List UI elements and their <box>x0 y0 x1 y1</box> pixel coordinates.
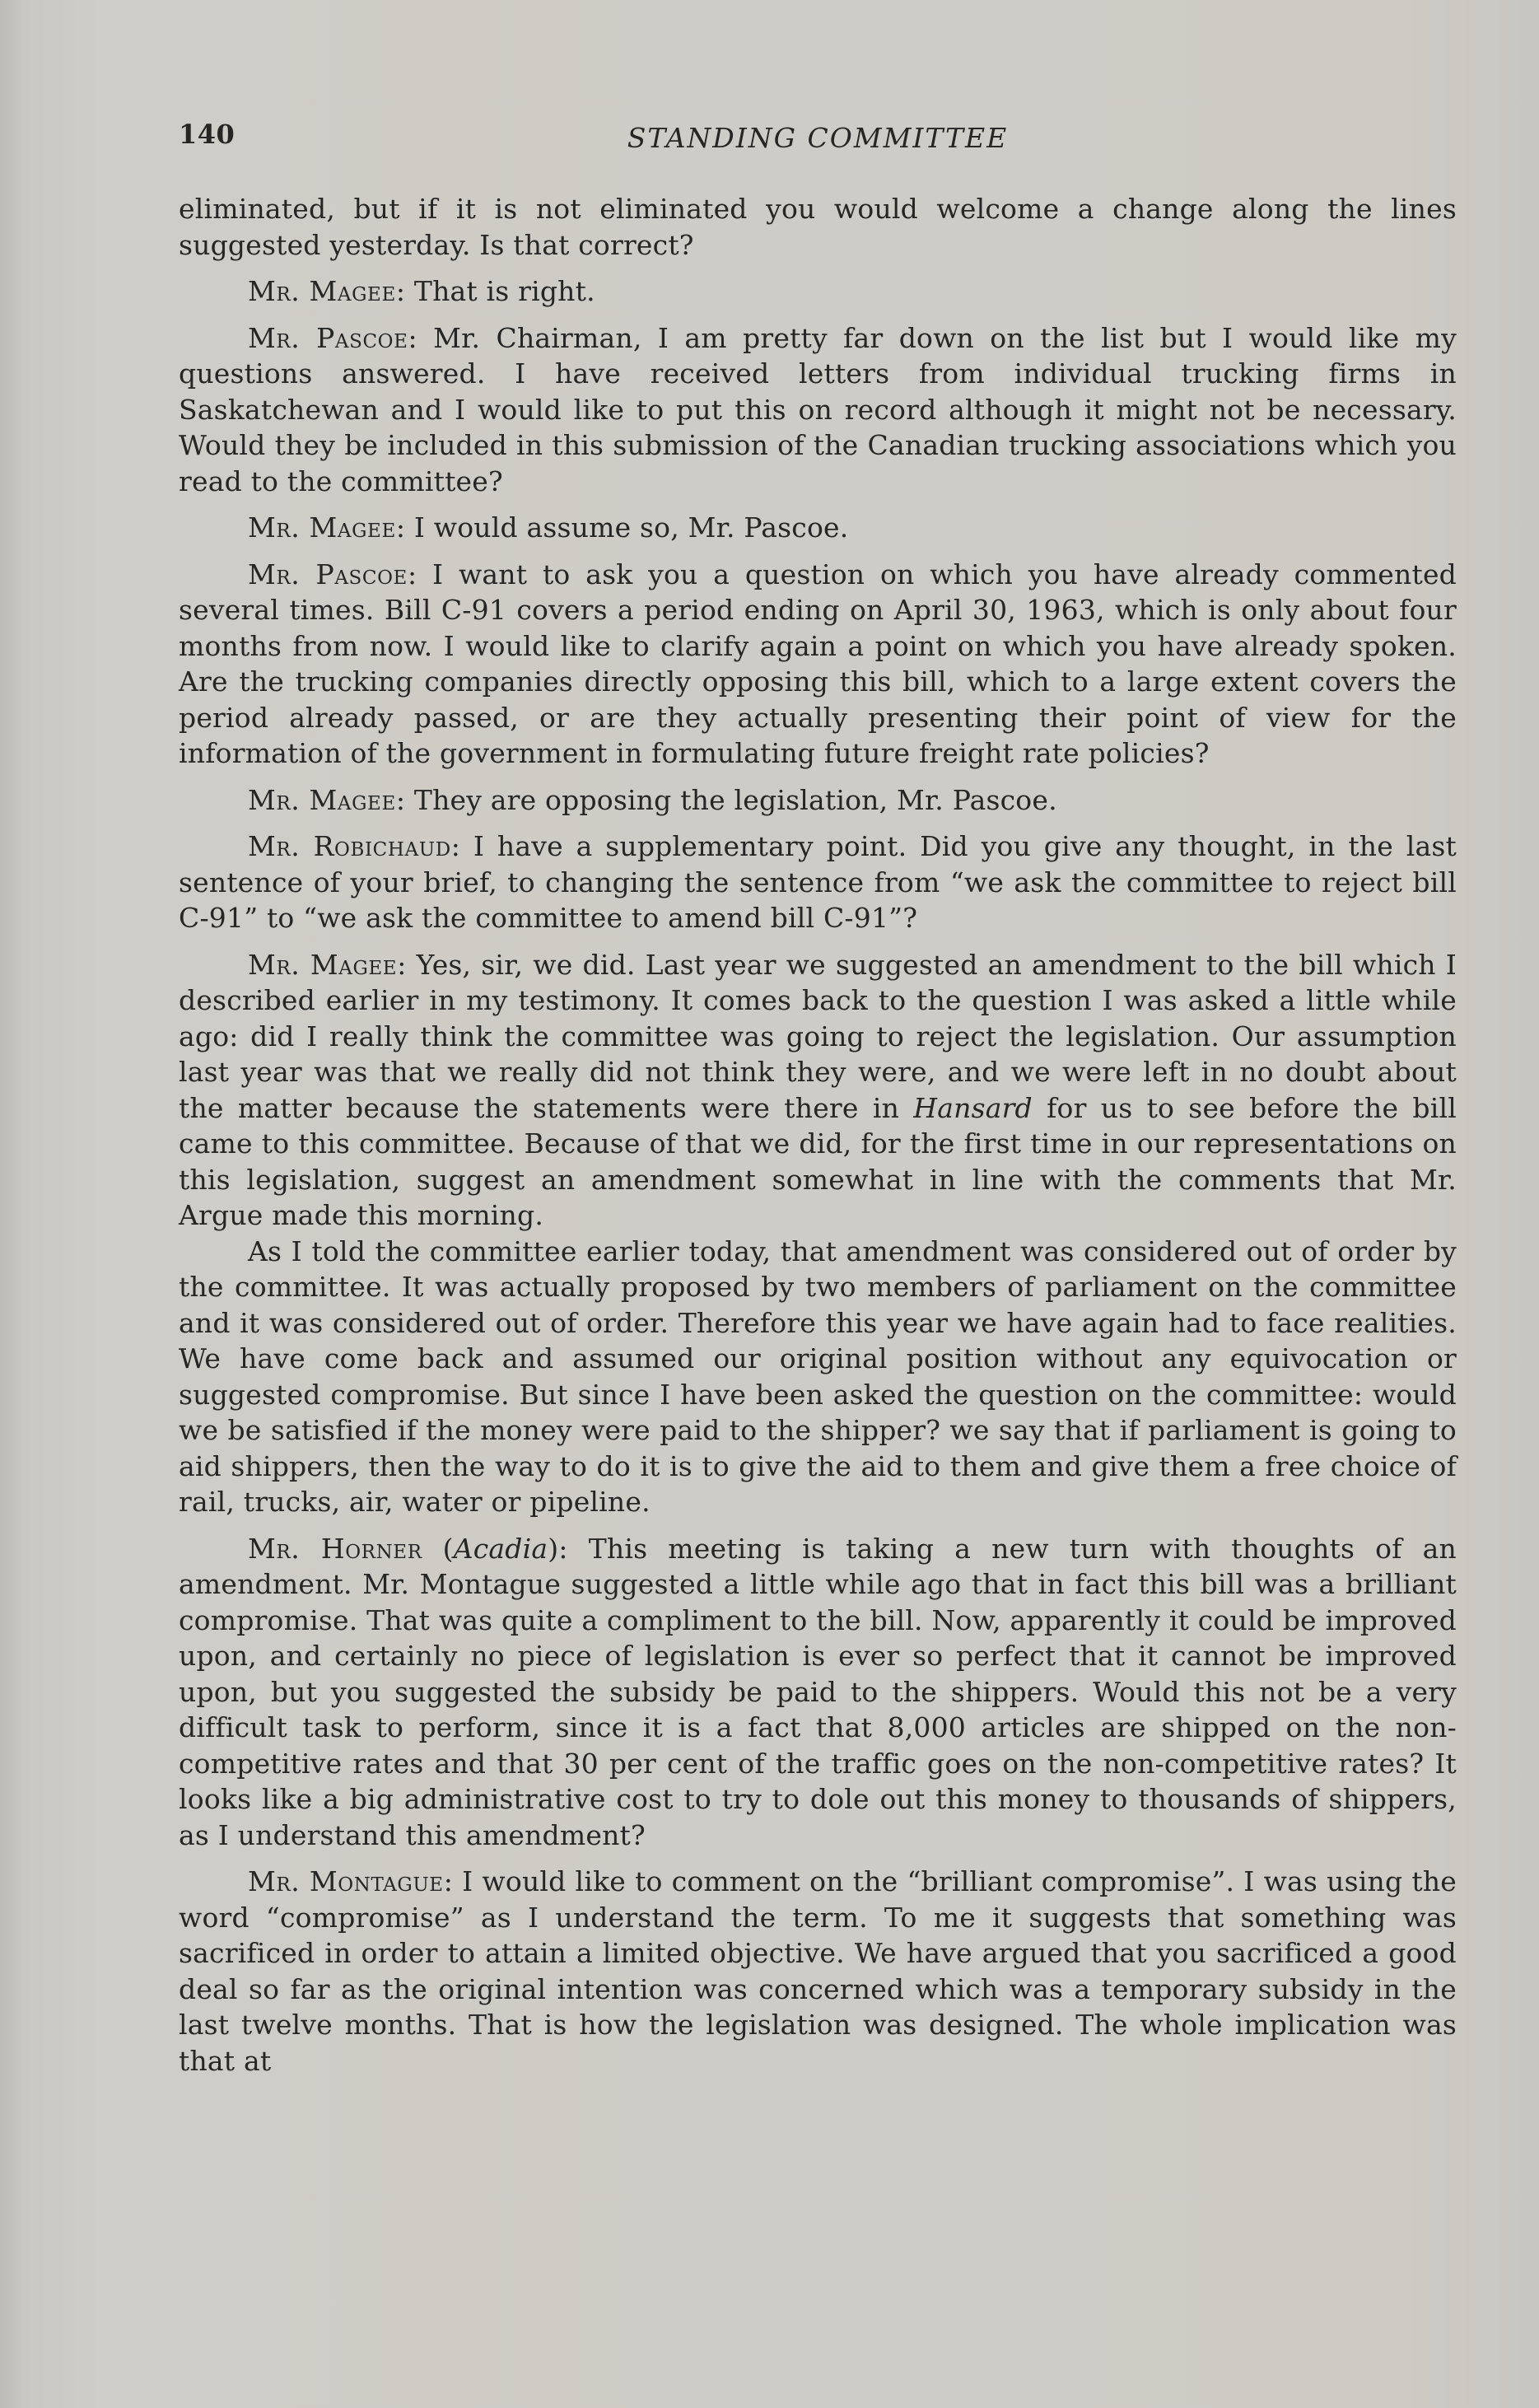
paragraph: Mr. Magee: That is right. <box>248 275 595 307</box>
hansard-italic: Hansard <box>913 1091 1033 1124</box>
paragraph-text: As I told the committee earlier today, that amendment was considered out of order by the committee. It was actually proposed by two members of parliament on the committee and it was considered out of order. Therefore this year we have again had to face realities. We have come back and assumed our original position without any equivocation or suggested compromise. But since I have been asked the question on the committee: would we be satisfied if the money were paid to the shipper? we say that if parliament is going to aid shippers, then the way to do it is to give the aid to them and give them a free choice of rail, trucks, air, water or pipeline. <box>179 1234 1457 1518</box>
paragraph: Mr. Robichaud: I have a supplementary point. Did you give any thought, in the last sentence of your brief, to changing the sentence from “we ask the committee to reject bill C-91” to “we ask the committee to amend bill C-91”? <box>179 830 1457 934</box>
paragraph-text: for us to see before the bill came to this committee. Because of that we did, for the first time in our representations on this legislation, suggest an amendment somewhat in line with the comments that Mr. Argue made this morning. <box>179 1091 1457 1231</box>
paragraph-text: Yes, sir, we did. Last year we suggested an amendment to the bill which I described earlier in my testimony. It comes back to the question I was asked a little while ago: did I really think the committee was going to reject the legislation. Our assumption last year was that we really did not think they were, and we were left in no doubt about the matter because the statements were there in <box>179 948 1457 1124</box>
paragraph-text: They are opposing the legislation, Mr. Pascoe. <box>413 783 1057 816</box>
paragraph-text: I want to ask you a question on which you have already commented several times. Bill C-91 covers a period ending on April 30, 1963, which is only about four months from now. I would like to clarify again a point on which you have already spoken. Are the trucking companies directly opposing this bill, which to a large extent covers the period already passed, or are they actually presenting their point of view for the information of the government in formulating future freight rate policies? <box>179 558 1457 769</box>
speaker-name: Mr. Pascoe <box>248 321 408 354</box>
paragraph: Mr. Montague: I would like to comment on the “brilliant compromise”. I was using the word “compromise” as I understand the term. To me it suggests that something was sacrificed in order to attain a limited objective. We have argued that you sacrificed a good deal so far as the original intention was concerned which was a temporary subsidy in the last twelve months. That is how the legislation was designed. The whole implication was that at <box>179 1865 1457 2077</box>
speaker-name: Mr. Magee <box>248 275 396 307</box>
paragraph-text: This meeting is taking a new turn with thoughts of an amendment. Mr. Montague suggested a little while ago that in fact this bill was a brilliant compromise. That was quite a compliment to the bill. Now, apparently it could be improved upon, and certainly no piece of legislation is ever so perfect that it cannot be improved upon, but you suggested the subsidy be paid to the shippers. Would this not be a very difficult task to perform, since it is a fact that 8,000 articles are shipped on the non-competitive rates and that 30 per cent of the traffic goes on the non-competitive rates? It looks like a big administrative cost to try to dole out this money to thousands of shippers, as I understand this amendment? <box>179 1532 1457 1851</box>
paragraph: Mr. Pascoe: I want to ask you a question on which you have already commented several times. Bill C-91 covers a period ending on April 30, 1963, which is only about four months from now. I would like to clarify again a point on which you have already spoken. Are the trucking companies directly opposing this bill, which to a large extent covers the period already passed, or are they actually presenting their point of view for the information of the government in formulating future freight rate policies? <box>179 558 1457 769</box>
speaker-name: Mr. Pascoe <box>248 558 408 590</box>
paragraph-text: Mr. Chairman, I am pretty far down on the list but I would like my questions answered. I have received letters from individual trucking firms in Saskatchewan and I would like to put this on record although it might not be necessary. Would they be included in this submission of the Canadian trucking associations which you read to the committee? <box>179 321 1457 497</box>
paragraph <box>179 1234 1457 1520</box>
paragraph: Mr. Magee: They are opposing the legislation, Mr. Pascoe. <box>248 783 1057 816</box>
paragraph-text: That is right. <box>413 275 595 307</box>
paragraph: Mr. Magee: Yes, sir, we did. Last year we suggested an amendment to the bill which I described earlier in my testimony. It comes back to the question I was asked a little while ago: did I really think the committee was going to reject the legislation. Our assumption last year was that we really did not think they were, and we were left in no doubt about the matter because the statements were there in Hansard for us to see before the bill came to this committee. Because of that we did, for the first time in our representations on this legislation, suggest an amendment somewhat in line with the comments that Mr. Argue made this morning. <box>179 948 1457 1231</box>
running-header <box>179 105 1457 171</box>
speaker-name: Mr. Magee <box>248 511 396 544</box>
paragraph: Mr. Horner (Acadia): This meeting is taking a new turn with thoughts of an amendment. Mr. Montague suggested a little while ago that in fact this bill was a brilliant compromise. That was quite a compliment to the bill. Now, apparently it could be improved upon, and certainly no piece of legislation is ever so perfect that it cannot be improved upon, but you suggested the subsidy be paid to the shippers. Would this not be a very difficult task to perform, since it is a fact that 8,000 articles are shipped on the non-competitive rates and that 30 per cent of the traffic goes on the non-competitive rates? It looks like a big administrative cost to try to dole out this money to thousands of shippers, as I understand this amendment? <box>179 1532 1457 1851</box>
running-title: STANDING COMMITTEE <box>627 122 1009 154</box>
paragraph: Mr. Magee: I would assume so, Mr. Pascoe. <box>248 511 849 544</box>
page-number: 140 <box>179 119 236 150</box>
speaker-name: Mr. Horner <box>248 1532 422 1565</box>
speaker-riding: Acadia <box>453 1532 548 1565</box>
transcript-body <box>179 191 1457 2089</box>
speaker-name: Mr. Magee <box>248 948 398 981</box>
paragraph-text: I would assume so, Mr. Pascoe. <box>413 511 849 544</box>
speaker-name: Mr. Montague <box>248 1865 444 1897</box>
speaker-name: Mr. Robichaud <box>248 830 451 862</box>
paragraph: Mr. Pascoe: Mr. Chairman, I am pretty far down on the list but I would like my questions answered. I have received letters from individual trucking firms in Saskatchewan and I would like to put this on record although it might not be necessary. Would they be included in this submission of the Canadian trucking associations which you read to the committee? <box>179 321 1457 497</box>
paragraph-text: eliminated, but if it is not eliminated you would welcome a change along the lines suggested yesterday. Is that correct? <box>179 193 1457 261</box>
paragraph <box>179 191 1457 263</box>
speaker-name: Mr. Magee <box>248 783 396 816</box>
paragraph-text: I would like to comment on the “brilliant compromise”. I was using the word “compromise” as I understand the term. To me it suggests that something was sacrificed in order to attain a limited objective. We have argued that you sacrificed a good deal so far as the original intention was concerned which was a temporary subsidy in the last twelve months. That is how the legislation was designed. The whole implication was that at <box>179 1865 1457 2077</box>
page-content <box>179 105 1457 2077</box>
paragraph-text: I have a supplementary point. Did you give any thought, in the last sentence of your brief, to changing the sentence from “we ask the committee to reject bill C-91” to “we ask the committee to amend bill C-91”? <box>179 830 1457 934</box>
